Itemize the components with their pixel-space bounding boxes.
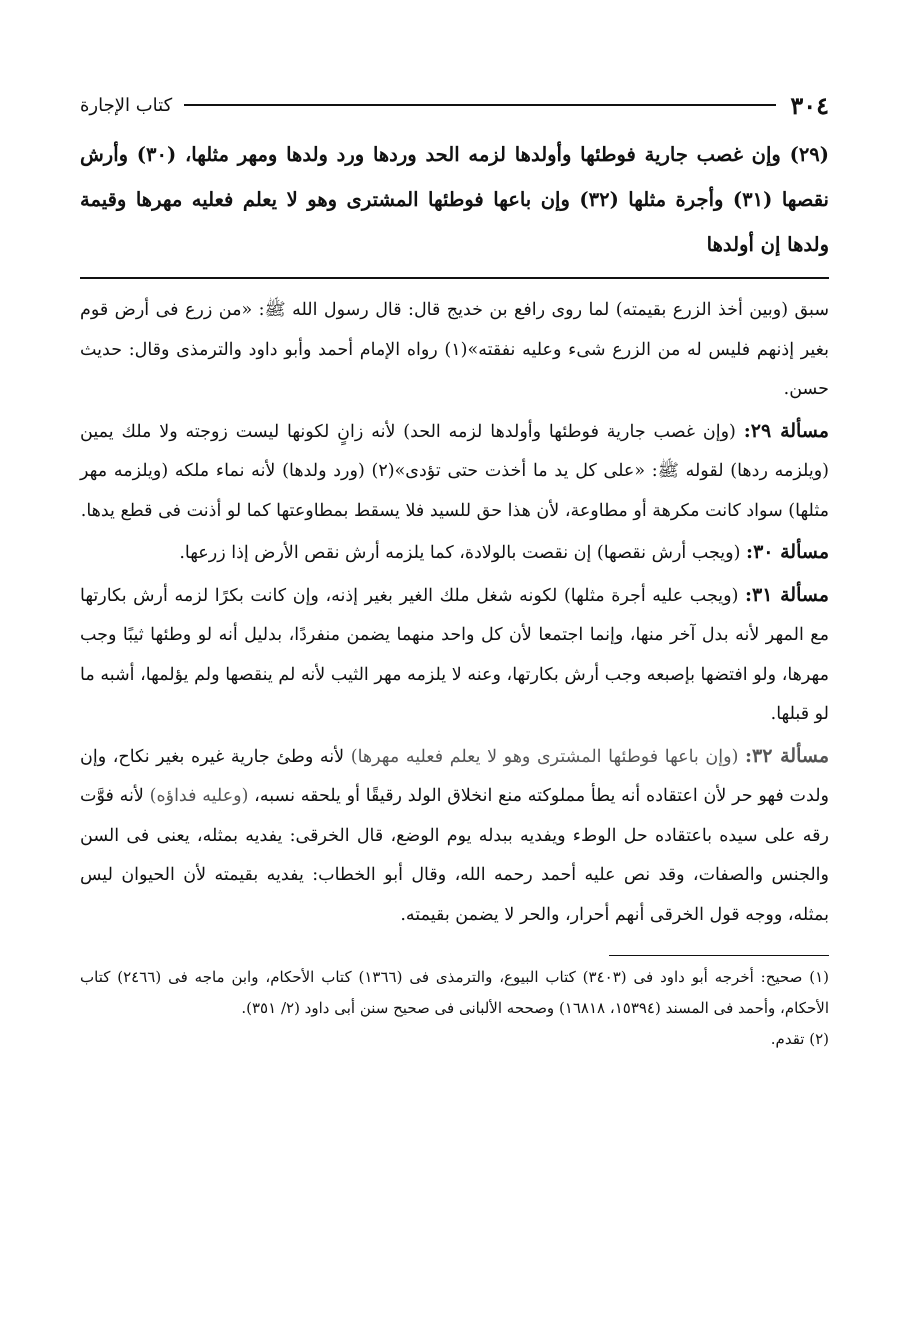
footnote-2: (٢) تقدم. <box>770 1030 829 1048</box>
masala-31 <box>80 576 829 735</box>
masala-29-text: (وإن غصب جارية فوطئها وأولدها لزمه الحد) لأنه زانٍ لكونها ليست زوجته ولا ملك يمين (ويلزمه ردها) لقوله ﷺ: «على كل يد ما أخذت حتى تؤدى»(٢) (ورد ولدها) لأنه نماء ملكه (ويلزمه مهر مثلها) سواد كانت مكرهة أو مطاوعة، لأن هذا حق للسيد فلا يسقط بمطاوعتها كما لو أذنت فى قطع يدها. <box>80 421 829 521</box>
book-title: كتاب الإجارة <box>80 94 173 116</box>
masala-32-text-2: لأنه فوَّت رقه على سيده باعتقاده حل الوطء ويفديه ببدله يوم الوضع، قال الخرقى: يفديه بمثله، يعنى فى السن والجنس والصفات، وقد نص عليه أحمد رحمه الله، وقال أبو الخطاب: يفديه بقيمته لأن الحيوان ليس بمثله، ووجه قول الخرقى أنهم أحرار، والحر لا يضمن بقيمته. <box>80 786 829 925</box>
masala-30-text: (ويجب أرش نقصها) إن نقصت بالولادة، كما يلزمه أرش نقص الأرض إذا زرعها. <box>179 543 741 563</box>
commentary <box>80 291 829 935</box>
masala-32-quote: (وإن باعها فوطئها المشترى وهو لا يعلم فعليه مهرها) <box>350 746 739 767</box>
matn-divider <box>80 277 829 279</box>
page-header <box>80 88 829 122</box>
footnotes <box>80 962 829 1055</box>
masala-31-label: مسألة ٣١: <box>745 583 829 606</box>
masala-32 <box>80 737 829 936</box>
masala-32-text-1: لأنه وطئ جارية غيره بغير نكاح، وإن ولدت فهو حر لأن اعتقاده أنه يطأ مملوكته منع انخلاق الولد رقيقًا أو يلحقه نسبه، <box>80 746 829 806</box>
masala-30-label: مسألة ٣٠: <box>746 541 829 563</box>
masala-29 <box>80 412 829 532</box>
matn-text: (٢٩) وإن غصب جارية فوطئها وأولدها لزمه الحد وردها ورد ولدها ومهر مثلها، (٣٠) وأرش نقصها (٣١) وأجرة مثلها (٣٢) وإن باعها فوطئها المشترى وهو لا يعلم فعليه مهرها وقيمة ولدها إن أولدها <box>80 143 829 256</box>
masala-30 <box>80 533 829 574</box>
masala-32-label: مسألة ٣٢: <box>745 744 829 767</box>
commentary-intro: سبق (وبين أخذ الزرع بقيمته) لما روى رافع بن خديج قال: قال رسول الله ﷺ: «من زرع فى أرض قوم بغير إذنهم فليس له من الزرع شىء وعليه نفقته»(١) رواه الإمام أحمد وأبو داود والترمذى وقال: حديث حسن. <box>80 300 829 399</box>
header-rule <box>184 104 776 106</box>
masala-32-quote-2: (وعليه فداؤه) <box>149 786 249 806</box>
page-number: ٣٠٤ <box>790 90 829 120</box>
footnote-divider <box>609 955 829 956</box>
masala-29-label: مسألة ٢٩: <box>743 419 829 442</box>
masala-31-text: (ويجب عليه أجرة مثلها) لكونه شغل ملك الغير بغير إذنه، وإن كانت بكرًا لزمه أرش بكارتها مع المهر لأنه بدل آخر منها، وإنما اجتمعا لأن كل واحد منهما يضمن منفردًا، بدليل أنه لو وطئها ثيبًا وجب مهرها، ولو افتضها بإصبعه وجب أرش بكارتها، وعنه لا يلزمه مهر الثيب لأنه لم ينقصها ولم يؤلمها، أشبه ما لو قبلها. <box>80 585 829 724</box>
footnote-1: (١) صحيح: أخرجه أبو داود فى (٣٤٠٣) كتاب البيوع، والترمذى فى (١٣٦٦) كتاب الأحكام، وابن ماجه فى (٢٤٦٦) كتاب الأحكام، وأحمد فى المسند (١٥٣٩٤، ١٦٨١٨) وصححه الألبانى فى صحيح سنن أبى داود (٢/ ٣٥١). <box>80 968 830 1017</box>
